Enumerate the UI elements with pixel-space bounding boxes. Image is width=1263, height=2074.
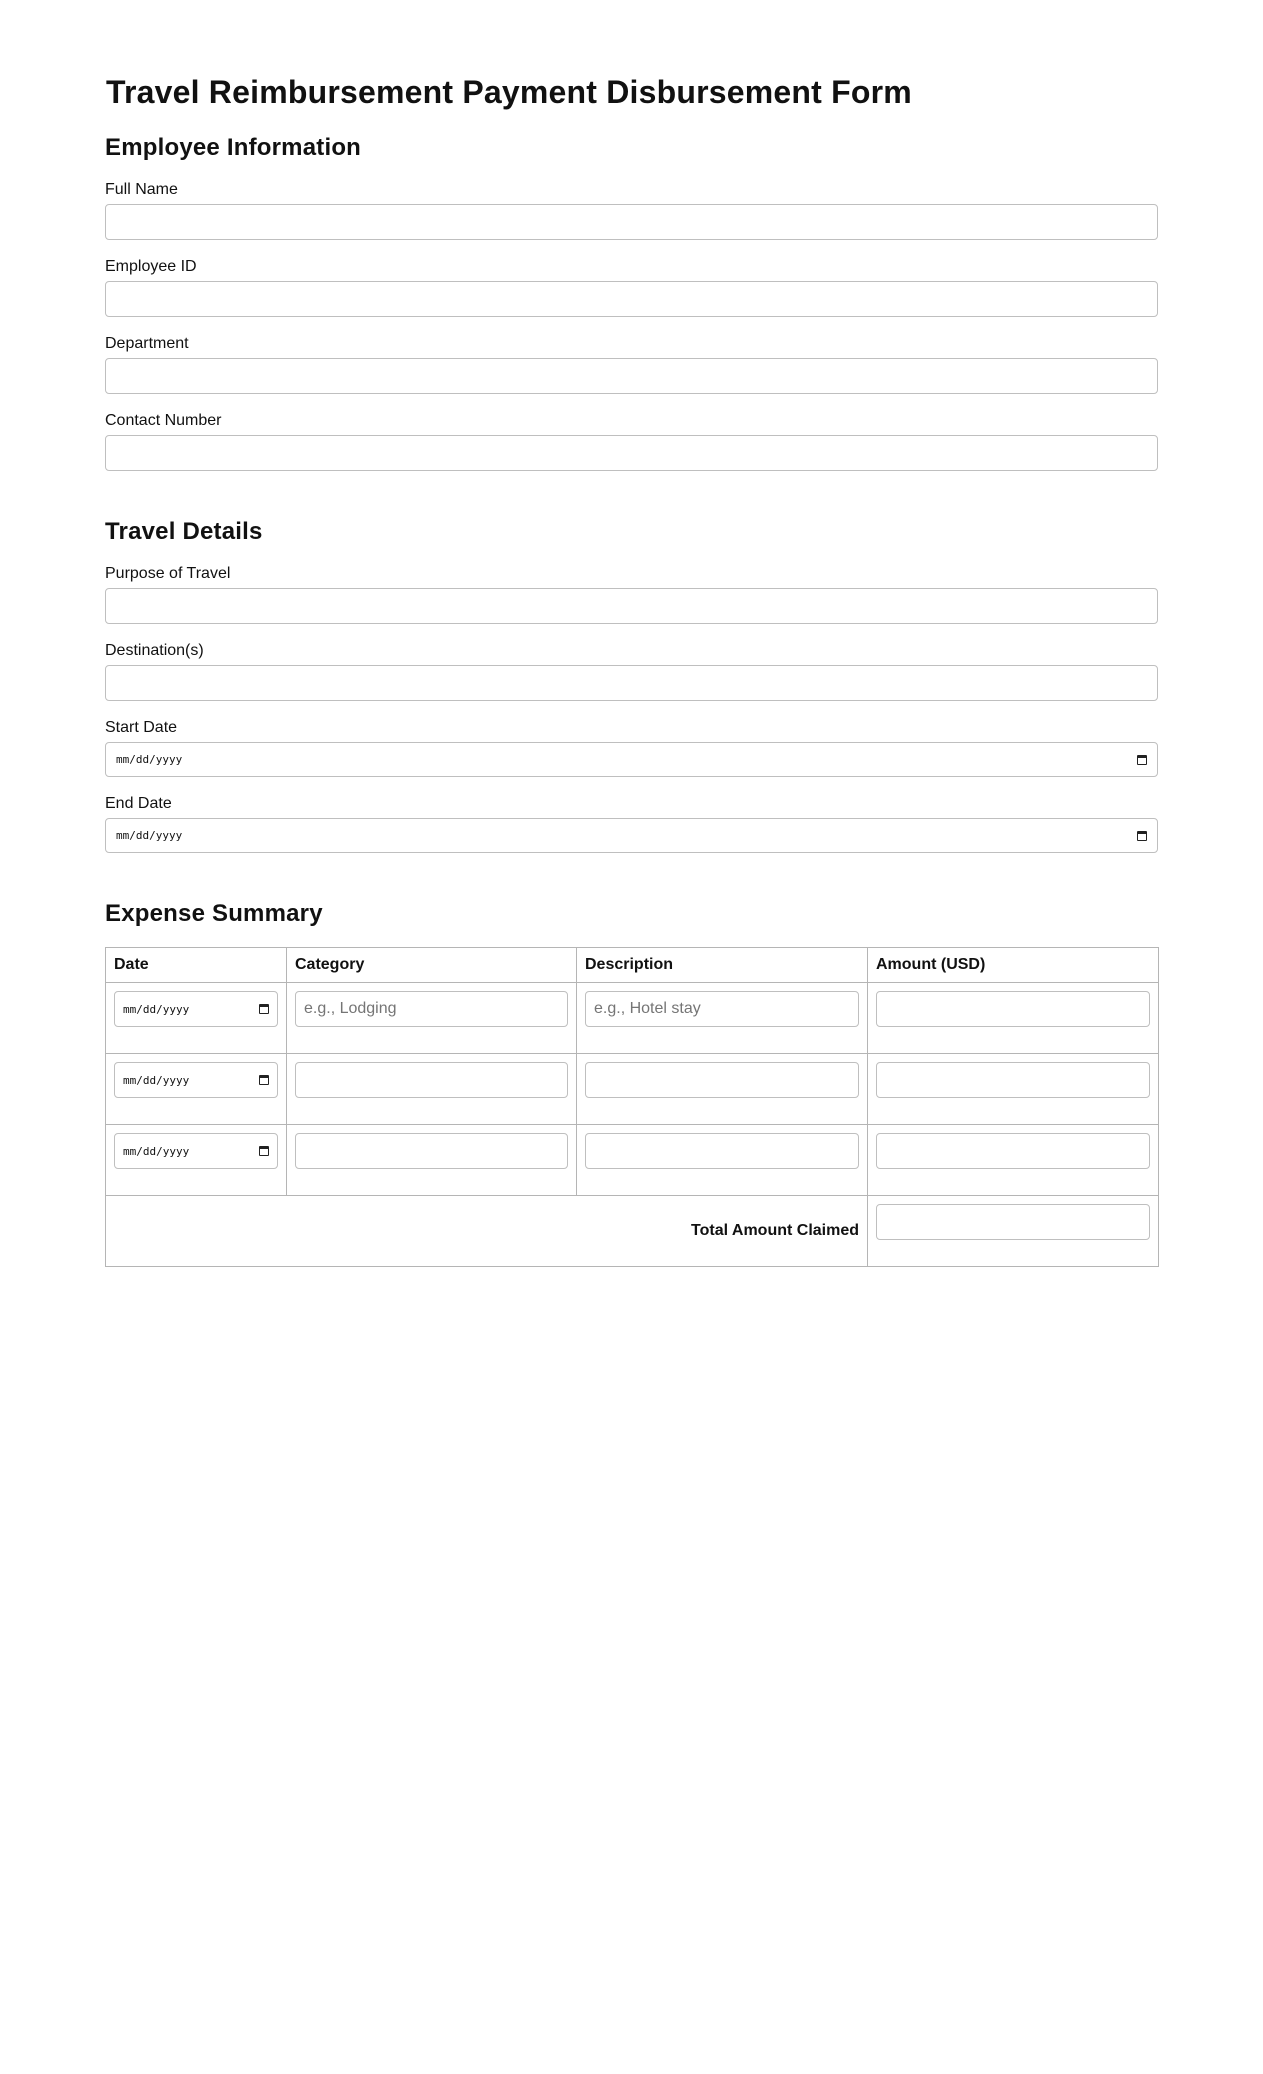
calendar-icon[interactable] <box>259 1075 269 1085</box>
destinations-label: Destination(s) <box>105 642 204 659</box>
description-input[interactable] <box>585 991 859 1027</box>
department-input[interactable] <box>105 358 1158 394</box>
description-input[interactable] <box>585 1062 859 1098</box>
purpose-label: Purpose of Travel <box>105 565 231 582</box>
employee-id-input[interactable] <box>105 281 1158 317</box>
employee-id-label: Employee ID <box>105 258 197 275</box>
end-date-label: End Date <box>105 795 172 812</box>
category-input[interactable] <box>295 1133 568 1169</box>
calendar-icon[interactable] <box>1137 755 1147 765</box>
expense-date-value: mm/dd/yyyy <box>123 1002 190 1016</box>
start-date-value: mm/dd/yyyy <box>116 753 183 766</box>
calendar-icon[interactable] <box>259 1004 269 1014</box>
column-header-amount: Amount (USD) <box>868 948 1159 983</box>
category-placeholder: e.g., Lodging <box>304 1000 397 1017</box>
column-header-date: Date <box>106 948 287 983</box>
description-placeholder: e.g., Hotel stay <box>594 1000 701 1017</box>
total-amount-label: Total Amount Claimed <box>106 1196 868 1267</box>
amount-input[interactable] <box>876 1133 1150 1169</box>
start-date-input[interactable] <box>105 742 1158 777</box>
full-name-label: Full Name <box>105 181 178 198</box>
amount-input[interactable] <box>876 991 1150 1027</box>
expense-date-input[interactable] <box>114 1133 278 1169</box>
expense-date-value: mm/dd/yyyy <box>123 1073 190 1087</box>
travel-section-heading: Travel Details <box>105 518 263 545</box>
expense-date-input[interactable] <box>114 991 278 1027</box>
description-input[interactable] <box>585 1133 859 1169</box>
category-input[interactable] <box>295 991 568 1027</box>
table-row <box>106 1054 1159 1125</box>
expense-table <box>105 947 1159 1267</box>
amount-input[interactable] <box>876 1062 1150 1098</box>
table-header-row <box>106 948 1159 983</box>
column-header-description: Description <box>577 948 868 983</box>
employee-section-heading: Employee Information <box>105 134 362 161</box>
contact-number-input[interactable] <box>105 435 1158 471</box>
full-name-input[interactable] <box>105 204 1158 240</box>
start-date-label: Start Date <box>105 719 178 736</box>
column-header-category: Category <box>287 948 577 983</box>
department-label: Department <box>105 335 189 352</box>
destinations-input[interactable] <box>105 665 1158 701</box>
category-input[interactable] <box>295 1062 568 1098</box>
end-date-value: mm/dd/yyyy <box>116 829 183 842</box>
table-row <box>106 1125 1159 1196</box>
expense-date-input[interactable] <box>114 1062 278 1098</box>
page-title: Travel Reimbursement Payment Disbursement Form <box>106 74 912 110</box>
total-row <box>106 1196 1159 1267</box>
expense-section-heading: Expense Summary <box>105 900 323 927</box>
expense-date-value: mm/dd/yyyy <box>123 1144 190 1158</box>
calendar-icon[interactable] <box>259 1146 269 1156</box>
table-row <box>106 983 1159 1054</box>
purpose-input[interactable] <box>105 588 1158 624</box>
total-amount-input[interactable] <box>876 1204 1150 1240</box>
contact-number-label: Contact Number <box>105 412 222 429</box>
end-date-input[interactable] <box>105 818 1158 853</box>
calendar-icon[interactable] <box>1137 831 1147 841</box>
